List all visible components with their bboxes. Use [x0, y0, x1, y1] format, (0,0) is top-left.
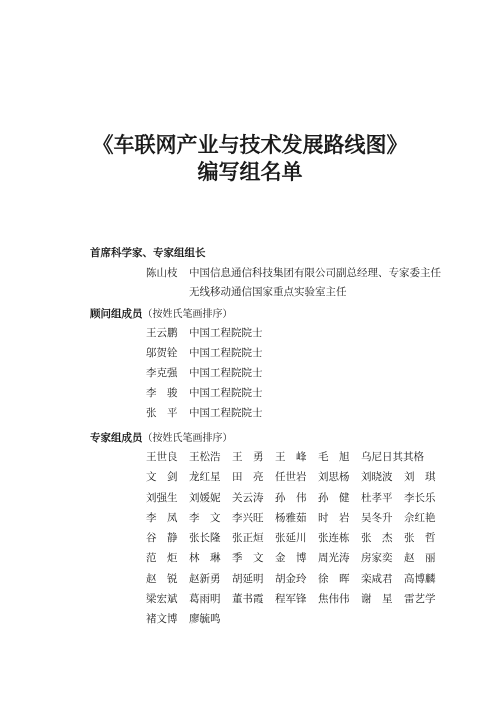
- expert-name: 乌尼日其其格: [361, 451, 424, 463]
- advisor-name: 李 骏: [146, 387, 178, 399]
- advisor-title: 中国工程院院士: [189, 407, 263, 419]
- advisor-name: 邬贺铨: [146, 347, 178, 359]
- document-subtitle: 编写组名单: [197, 160, 303, 184]
- expert-name: 胡延明: [232, 572, 264, 585]
- expert-name: 毛 旭: [318, 451, 350, 463]
- chief-title-2: 无线移动通信国家重点实验室主任: [189, 286, 347, 298]
- expert-name: 赵新勇: [189, 572, 221, 585]
- advisors-heading: [90, 307, 233, 322]
- expert-name: 李兴旺: [232, 511, 264, 524]
- advisors-sort-note: （按姓氏笔画排序）: [142, 309, 233, 320]
- experts-heading: [90, 431, 233, 446]
- advisor-title: 中国工程院院士: [189, 347, 263, 359]
- expert-name: 李 文: [189, 511, 221, 524]
- expert-name: 董书霞: [232, 593, 264, 606]
- advisor-name: 张 平: [146, 407, 178, 419]
- advisors-heading-text: 顾问组成员: [90, 308, 143, 320]
- expert-name: 李长乐: [404, 491, 436, 504]
- expert-name: 刘媛妮: [189, 491, 221, 504]
- advisor-title: 中国工程院院士: [189, 387, 263, 399]
- expert-name: 关云涛: [232, 491, 264, 504]
- advisor-row: [146, 366, 263, 380]
- expert-name: 张长隆: [189, 532, 221, 545]
- expert-name: 王松浩: [189, 451, 221, 463]
- expert-name: 李 凤: [146, 511, 178, 524]
- expert-name: 吴冬升: [361, 511, 393, 524]
- expert-name: 雷艺学: [404, 593, 436, 606]
- expert-name: 赵 丽: [404, 552, 436, 565]
- expert-name: 王世良: [146, 451, 178, 463]
- advisor-row: [146, 406, 263, 420]
- expert-name: 王 勇: [232, 451, 264, 463]
- expert-name: 张延川: [275, 532, 307, 545]
- expert-name: 文 剑: [146, 471, 178, 484]
- advisor-title: 中国工程院院士: [189, 367, 263, 379]
- expert-name: 时 岩: [318, 511, 350, 524]
- chief-name: 陈山枝: [146, 267, 178, 279]
- expert-name: 孙 健: [318, 491, 350, 504]
- expert-name: 张 哲: [404, 532, 436, 545]
- chief-title-1: 中国信息通信科技集团有限公司副总经理、专家委主任: [189, 267, 441, 279]
- expert-name: 褚文博: [146, 613, 178, 626]
- experts-heading-text: 专家组成员: [90, 432, 143, 444]
- expert-name: 梁宏斌: [146, 593, 178, 606]
- expert-name: 谷 静: [146, 532, 178, 545]
- expert-name: 廖毓鸣: [189, 613, 221, 626]
- expert-name: 栾咸君: [361, 572, 393, 585]
- expert-name: 张连栋: [318, 532, 350, 545]
- advisor-row: [146, 386, 263, 400]
- expert-name: 张 杰: [361, 532, 393, 545]
- expert-name: 孙 伟: [275, 491, 307, 504]
- expert-name: 葛雨明: [189, 593, 221, 606]
- expert-name: 任世岩: [275, 471, 307, 484]
- expert-name: 焦伟伟: [318, 593, 350, 606]
- chief-heading: 首席科学家、专家组组长: [90, 247, 206, 259]
- expert-name: 龙红星: [189, 471, 221, 484]
- expert-name: 范 炬: [146, 552, 178, 565]
- expert-name: 高博麟: [404, 572, 436, 585]
- advisor-row: [146, 326, 263, 340]
- expert-name-grid: [146, 450, 447, 633]
- expert-name: 林 琳: [189, 552, 221, 565]
- chief-row-1: [146, 266, 441, 280]
- expert-name: 胡金玲: [275, 572, 307, 585]
- advisor-row: [146, 346, 263, 360]
- advisor-name: 王云鹏: [146, 327, 178, 339]
- expert-name: 田 亮: [232, 471, 264, 484]
- expert-name: 刘 琪: [404, 471, 436, 484]
- expert-name: 杨雅茹: [275, 511, 307, 524]
- expert-name: 佘红艳: [404, 511, 436, 524]
- expert-name: 程军锋: [275, 593, 307, 606]
- advisor-title: 中国工程院院士: [189, 327, 263, 339]
- experts-sort-note: （按姓氏笔画排序）: [142, 433, 233, 444]
- expert-name: 季 文: [232, 552, 264, 565]
- expert-name: 徐 晖: [318, 572, 350, 585]
- expert-name: 刘强生: [146, 491, 178, 504]
- expert-name: 刘思杨: [318, 471, 350, 484]
- expert-name: 杜孝平: [361, 491, 393, 504]
- expert-name: 王 峰: [275, 451, 307, 463]
- expert-name: 赵 锐: [146, 572, 178, 585]
- advisor-name: 李克强: [146, 367, 178, 379]
- expert-name: 谢 星: [361, 593, 393, 606]
- document-title: 《车联网产业与技术发展路线图》: [92, 133, 408, 157]
- expert-name: 刘晓波: [361, 471, 393, 484]
- chief-row-2: [146, 285, 347, 299]
- expert-name: 金 博: [275, 552, 307, 565]
- expert-name: 张正烜: [232, 532, 264, 545]
- expert-name: 周光涛: [318, 552, 350, 565]
- expert-name: 房家奕: [361, 552, 393, 565]
